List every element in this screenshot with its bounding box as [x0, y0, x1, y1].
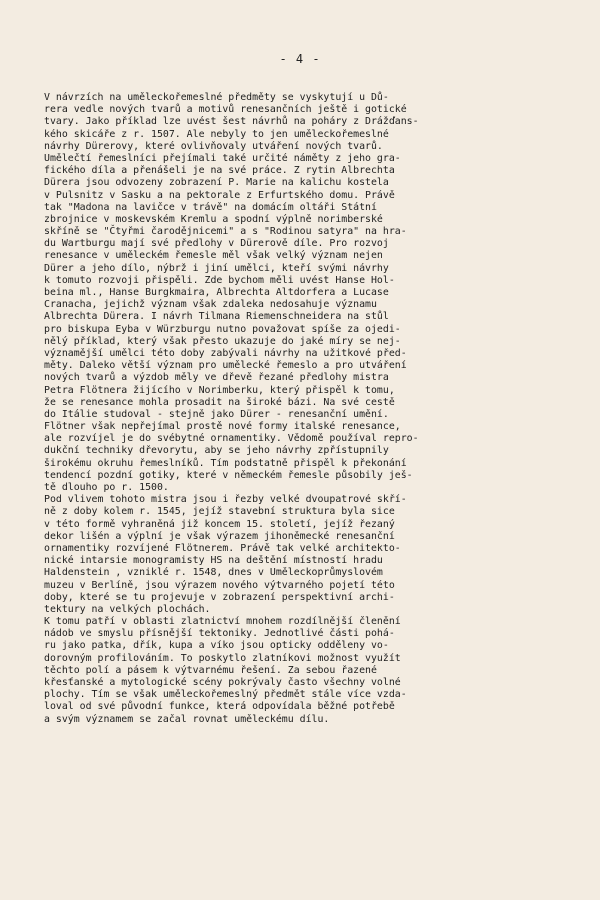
text-line: k tomuto rozvoji přispěli. Zde bychom měli uvést Hanse Hol- — [44, 274, 395, 286]
text-line: beina ml., Hanse Burgkmaira, Albrechta Altdorfera a Lucase — [44, 287, 389, 298]
text-line: nělý příklad, který však přesto ukazuje do jaké míry se nej- — [44, 335, 401, 347]
text-line: ornamentiky rozvíjené Flötnerem. Právě tak velké architekto- — [44, 542, 401, 554]
text-line: du Wartburgu mají své předlohy v Dürerově díle. Pro rozvoj — [44, 238, 389, 250]
text-line: doby, které se tu projevuje v zobrazení perspektivní archi- — [44, 591, 395, 603]
text-line: že se renesance mohla prosadit na široké bázi. Na své cestě — [44, 396, 395, 408]
text-line: významější umělci této doby zabývali návrhy na užitkové před- — [44, 347, 407, 359]
text-line: skříně se "Čtyřmi čarodějnicemi" a s "Rodinou satyra" na hra- — [44, 226, 407, 238]
text-line: Flötner však nepřejímal prostě nové formy italské renesance, — [44, 421, 401, 433]
text-line: plochy. Tím se však uměleckořemeslný předmět stále více vzda- — [44, 689, 407, 701]
text-line: tak "Madona na lavičce v trávě" na domácím oltáři Státní — [44, 201, 377, 213]
text-line: V návrzích na uměleckořemeslné předměty se vyskytují u Dů- — [44, 92, 389, 103]
text-line: rera vedle nových tvarů a motivů renesančních ještě i gotické — [44, 104, 407, 116]
text-line: nových tvarů a výzdob měly ve dřevě řezané předlohy mistra — [44, 372, 389, 384]
text-line: Petra Flötnera žijícího v Norimberku, který přispěl k tomu, — [44, 384, 395, 396]
text-line: v této formě vyhraněná již koncem 15. století, jejíž řezaný — [44, 518, 395, 530]
text-line: tektury na velkých plochách. — [44, 603, 211, 615]
text-line: křesťanské a mytologické scény pokrývaly často všechny volné — [44, 677, 401, 688]
text-line: dekor lišén a výplní je však výrazem jihoněmecké renesanční — [44, 530, 395, 542]
text-line: Pod vlivem tohoto mistra jsou i řezby velké dvoupatrové skří- — [44, 494, 407, 506]
text-line: zbrojnice v moskevském Kremlu a spodní výplně norimberské — [44, 213, 383, 225]
text-line: loval od své původní funkce, která odpovídala běžné potřebě — [44, 701, 395, 713]
text-line: fického díla a přenášeli je na své práce. Z rytin Albrechta — [44, 165, 395, 177]
text-line: ně z doby kolem r. 1545, jejíž stavební struktura byla sice — [44, 506, 395, 518]
page-number: - 4 - — [279, 52, 321, 66]
text-line: Cranacha, jejichž význam však zdaleka nedosahuje významu — [44, 299, 377, 311]
text-line: tě dlouho po r. 1500. — [44, 482, 169, 493]
text-line: Umělečtí řemeslníci přejímali také určité náměty z jeho gra- — [44, 152, 401, 164]
text-line: tendencí pozdní gotiky, které v německém řemesle působily ješ- — [44, 469, 413, 481]
text-line: nádob ve smyslu přísnější tektoniky. Jednotlivé části pohá- — [44, 628, 395, 640]
text-line: muzeu v Berlíně, jsou výrazem nového výtvarného pojetí této — [44, 579, 395, 591]
text-line: ale rozvíjel je do svébytné ornamentiky. Vědomě používal repro- — [44, 433, 419, 445]
text-line: do Itálie studoval - stejně jako Dürer - renesanční umění. — [44, 408, 389, 420]
text-line: Dürera jsou odvozeny zobrazení P. Marie na kalichu kostela — [44, 177, 389, 189]
body-text — [44, 92, 584, 726]
text-line: Haldenstein , vzniklé r. 1548, dnes v Uměleckoprůmyslovém — [44, 567, 383, 579]
text-line: dorovným profilováním. To poskytlo zlatníkovi možnost využít — [44, 652, 401, 664]
text-line: pro biskupa Eyba v Würzburgu nutno považovat spíše za ojedi- — [44, 323, 401, 335]
text-line: měty. Daleko větší význam pro umělecké řemeslo a pro utváření — [44, 360, 407, 372]
text-line: širokému okruhu řemeslníků. Tím podstatně přispěl k překonání — [44, 457, 407, 469]
text-line: Dürer a jeho dílo, nýbrž i jiní umělci, kteří svými návrhy — [44, 262, 389, 274]
text-line: K tomu patří v oblasti zlatnictví mnohem rozdílnější členění — [44, 616, 401, 628]
text-line: nické intarsie monogramisty HS na deštění místností hradu — [44, 555, 383, 567]
text-line: a svým významem se začal rovnat uměleckému dílu. — [44, 713, 330, 725]
text-line: dukční techniky dřevorytu, aby se jeho návrhy zpřístupnily — [44, 445, 389, 457]
text-line: renesance v uměleckém řemesle měl však velký význam nejen — [44, 250, 383, 262]
text-line: těchto polí a pásem k výtvarnému řešení. Za sebou řazené — [44, 664, 377, 676]
text-line: kého skicáře z r. 1507. Ale nebyly to jen uměleckořemeslné — [44, 128, 389, 140]
text-line: v Pulsnitz v Sasku a na pektorale z Erfurtského domu. Právě — [44, 189, 395, 201]
text-line: ru jako patka, dřík, kupa a víko jsou opticky odděleny vo- — [44, 640, 389, 652]
text-line: tvary. Jako příklad lze uvést šest návrhů na poháry z Drážďans- — [44, 116, 419, 128]
text-line: Albrechta Dürera. I návrh Tilmana Riemenschneidera na stůl — [44, 311, 389, 323]
text-line: návrhy Dürerovy, které ovlivňovaly utváření nových tvarů. — [44, 140, 383, 152]
